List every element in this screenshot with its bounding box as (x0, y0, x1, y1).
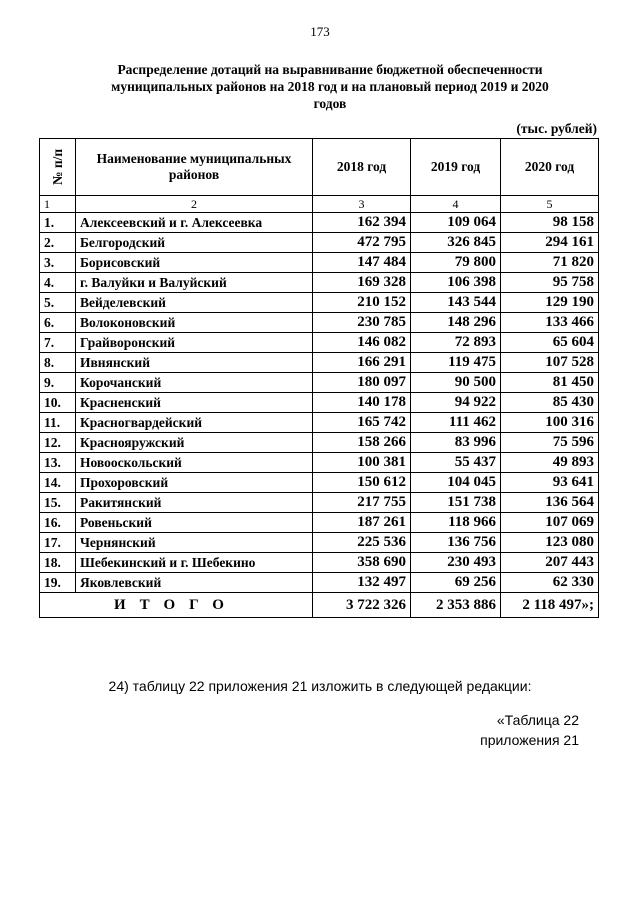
title-line: Распределение дотаций на выравнивание бюджетной обеспеченности (117, 62, 543, 77)
value-2018: 158 266 (313, 433, 411, 453)
index-cell: 2 (76, 196, 313, 213)
page-number: 173 (310, 24, 330, 39)
row-number: 6. (40, 313, 76, 333)
value-2019: 104 045 (411, 473, 501, 493)
value-2020: 107 069 (501, 513, 599, 533)
row-number: 11. (40, 413, 76, 433)
row-number: 16. (40, 513, 76, 533)
value-2020: 136 564 (501, 493, 599, 513)
row-number: 5. (40, 293, 76, 313)
total-2018: 3 722 326 (313, 593, 411, 618)
district-name: Борисовский (76, 253, 313, 273)
row-number: 13. (40, 453, 76, 473)
table-row (40, 553, 599, 573)
table-row (40, 253, 599, 273)
caption-line: «Таблица 22 (496, 712, 579, 728)
table-row (40, 533, 599, 553)
table-header-row (40, 139, 599, 196)
value-2020: 49 893 (501, 453, 599, 473)
value-2018: 150 612 (313, 473, 411, 493)
district-name: Ракитянский (76, 493, 313, 513)
header-2019: 2019 год (411, 139, 501, 196)
district-name: Ивнянский (76, 353, 313, 373)
subsidy-table (39, 138, 599, 618)
district-name: Волоконовский (76, 313, 313, 333)
district-name: Красненский (76, 393, 313, 413)
value-2018: 358 690 (313, 553, 411, 573)
title-line: годов (313, 96, 347, 111)
row-number: 12. (40, 433, 76, 453)
column-index-row (40, 196, 599, 213)
value-2018: 162 394 (313, 213, 411, 233)
value-2020: 294 161 (501, 233, 599, 253)
header-2018: 2018 год (313, 139, 411, 196)
row-number: 4. (40, 273, 76, 293)
value-2019: 109 064 (411, 213, 501, 233)
value-2018: 165 742 (313, 413, 411, 433)
value-2020: 65 604 (501, 333, 599, 353)
index-cell: 5 (501, 196, 599, 213)
row-number: 8. (40, 353, 76, 373)
value-2018: 132 497 (313, 573, 411, 593)
header-num: № п/п (40, 139, 76, 196)
value-2020: 81 450 (501, 373, 599, 393)
value-2018: 166 291 (313, 353, 411, 373)
value-2018: 169 328 (313, 273, 411, 293)
caption-line: приложения 21 (480, 732, 579, 748)
table-row (40, 333, 599, 353)
total-2019: 2 353 886 (411, 593, 501, 618)
units-label: (тыс. рублей) (516, 121, 597, 136)
instruction-paragraph: 24) таблицу 22 приложения 21 изложить в следующей редакции: (108, 678, 532, 694)
index-cell: 3 (313, 196, 411, 213)
value-2019: 69 256 (411, 573, 501, 593)
value-2020: 123 080 (501, 533, 599, 553)
table-caption (480, 710, 579, 750)
district-name: Чернянский (76, 533, 313, 553)
header-name: Наименование муниципальных районов (76, 139, 313, 196)
value-2019: 326 845 (411, 233, 501, 253)
district-name: г. Валуйки и Валуйский (76, 273, 313, 293)
value-2018: 472 795 (313, 233, 411, 253)
value-2020: 71 820 (501, 253, 599, 273)
district-name: Грайворонский (76, 333, 313, 353)
index-cell: 4 (411, 196, 501, 213)
district-name: Красногвардейский (76, 413, 313, 433)
district-name: Алексеевский и г. Алексеевка (76, 213, 313, 233)
value-2020: 100 316 (501, 413, 599, 433)
value-2020: 107 528 (501, 353, 599, 373)
row-number: 3. (40, 253, 76, 273)
table-row (40, 393, 599, 413)
row-number: 7. (40, 333, 76, 353)
value-2020: 95 758 (501, 273, 599, 293)
value-2019: 119 475 (411, 353, 501, 373)
value-2020: 62 330 (501, 573, 599, 593)
value-2018: 187 261 (313, 513, 411, 533)
district-name: Вейделевский (76, 293, 313, 313)
row-number: 15. (40, 493, 76, 513)
value-2019: 118 966 (411, 513, 501, 533)
total-row (40, 593, 599, 618)
row-number: 19. (40, 573, 76, 593)
row-number: 18. (40, 553, 76, 573)
row-number: 17. (40, 533, 76, 553)
value-2018: 230 785 (313, 313, 411, 333)
table-row (40, 213, 599, 233)
row-number: 1. (40, 213, 76, 233)
value-2019: 94 922 (411, 393, 501, 413)
value-2018: 210 152 (313, 293, 411, 313)
table-row (40, 373, 599, 393)
table-row (40, 413, 599, 433)
district-name: Шебекинский и г. Шебекино (76, 553, 313, 573)
row-number: 2. (40, 233, 76, 253)
table-row (40, 233, 599, 253)
table-row (40, 493, 599, 513)
value-2018: 180 097 (313, 373, 411, 393)
value-2019: 106 398 (411, 273, 501, 293)
row-number: 14. (40, 473, 76, 493)
row-number: 10. (40, 393, 76, 413)
table-row (40, 513, 599, 533)
total-label: ИТОГО (40, 593, 313, 618)
value-2019: 148 296 (411, 313, 501, 333)
table-row (40, 453, 599, 473)
table-row (40, 273, 599, 293)
value-2020: 98 158 (501, 213, 599, 233)
table-row (40, 433, 599, 453)
value-2018: 140 178 (313, 393, 411, 413)
value-2020: 93 641 (501, 473, 599, 493)
district-name: Белгородский (76, 233, 313, 253)
table-row (40, 573, 599, 593)
value-2020: 85 430 (501, 393, 599, 413)
value-2020: 129 190 (501, 293, 599, 313)
district-name: Краснояружский (76, 433, 313, 453)
district-name: Корочанский (76, 373, 313, 393)
value-2019: 79 800 (411, 253, 501, 273)
table-row (40, 473, 599, 493)
title-line: муниципальных районов на 2018 год и на плановый период 2019 и 2020 (111, 79, 549, 94)
value-2019: 143 544 (411, 293, 501, 313)
document-title (60, 61, 600, 112)
index-cell: 1 (40, 196, 76, 213)
value-2019: 230 493 (411, 553, 501, 573)
value-2020: 75 596 (501, 433, 599, 453)
value-2018: 146 082 (313, 333, 411, 353)
value-2019: 111 462 (411, 413, 501, 433)
table-row (40, 353, 599, 373)
row-number: 9. (40, 373, 76, 393)
value-2020: 133 466 (501, 313, 599, 333)
district-name: Прохоровский (76, 473, 313, 493)
table-row (40, 293, 599, 313)
value-2019: 72 893 (411, 333, 501, 353)
value-2018: 225 536 (313, 533, 411, 553)
value-2019: 83 996 (411, 433, 501, 453)
district-name: Новооскольский (76, 453, 313, 473)
district-name: Яковлевский (76, 573, 313, 593)
value-2019: 151 738 (411, 493, 501, 513)
district-name: Ровеньский (76, 513, 313, 533)
value-2019: 136 756 (411, 533, 501, 553)
value-2019: 90 500 (411, 373, 501, 393)
value-2020: 207 443 (501, 553, 599, 573)
header-2020: 2020 год (501, 139, 599, 196)
value-2018: 217 755 (313, 493, 411, 513)
value-2019: 55 437 (411, 453, 501, 473)
value-2018: 147 484 (313, 253, 411, 273)
value-2018: 100 381 (313, 453, 411, 473)
table-row (40, 313, 599, 333)
total-2020: 2 118 497»; (501, 593, 599, 618)
